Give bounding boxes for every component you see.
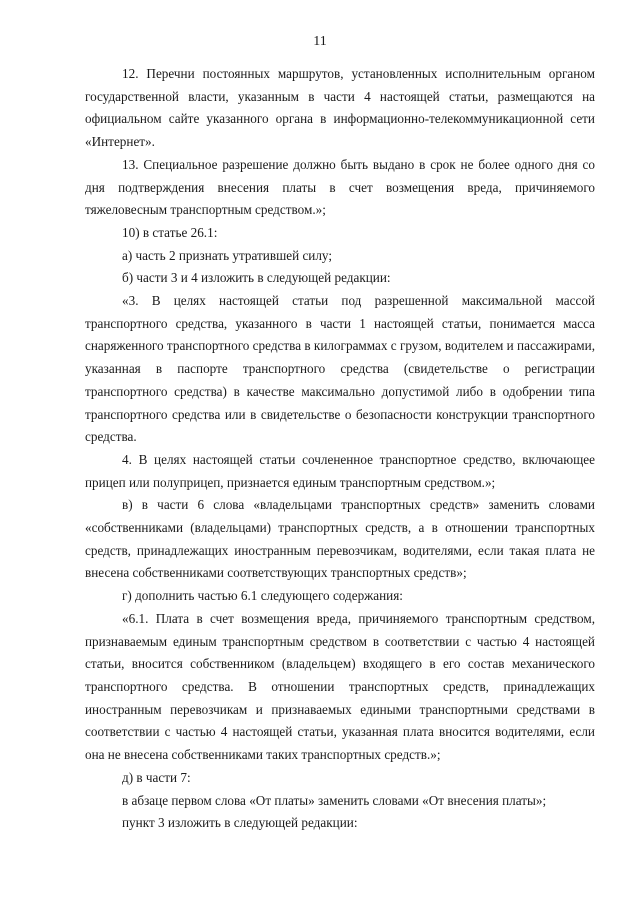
paragraph-first-abzac: в абзаце первом слова «От платы» заменить словами «От внесения платы»; xyxy=(122,792,547,808)
paragraph-item-10: 10) в статье 26.1: xyxy=(122,224,218,240)
paragraph-item-a: а) часть 2 признать утратившей силу; xyxy=(122,247,333,263)
paragraph-part-6-1: «6.1. Плата в счет возмещения вреда, причиняемого транспортным средством, признаваемым единым транспортным средством в соответствии с частью 4 настоящей статьи, вносится собственником (владельцем) входящего в его состав механического транспортного средства. В отношении транспортных средств, принадлежащих иностранным перевозчикам и признаваемых едиными транспортными средствами в соответствии с частью 4 настоящей статьи, указанная плата вносится водителями, если она не внесена собственниками таких транспортных средств.»; xyxy=(85,610,595,763)
paragraph-item-d: д) в части 7: xyxy=(122,769,191,785)
document-body xyxy=(85,63,595,835)
paragraph-part-4: 4. В целях настоящей статьи сочлененное транспортное средство, включающее прицеп или полуприцеп, признается единым транспортным средством.»; xyxy=(85,451,595,490)
paragraph-point-3: пункт 3 изложить в следующей редакции: xyxy=(122,815,358,831)
paragraph-item-v: в) в части 6 слова «владельцами транспортных средств» заменить словами «собственниками (владельцами) транспортных средств, а в отношении транспортных средств, принадлежащих иностранным перевозчикам, водителями, если такая плата не внесена собственниками соответствующих транспортных средств»; xyxy=(85,497,595,581)
paragraph-item-g: г) дополнить частью 6.1 следующего содержания: xyxy=(122,588,403,604)
paragraph-12-route-lists: 12. Перечни постоянных маршрутов, установленных исполнительным органом государственной власти, указанным в части 4 настоящей статьи, размещаются на официальном сайте указанного органа в информационно-телекоммуникационной сети «Интернет». xyxy=(85,66,595,150)
paragraph-part-3: «3. В целях настоящей статьи под разрешенной максимальной массой транспортного средства, указанного в части 1 настоящей статьи, понимается масса снаряженного транспортного средства в килограммах с грузом, водителем и пассажирами, указанная в паспорте транспортного средства (свидетельстве о регистрации транспортного средства) в качестве максимально допустимой либо в одобрении типа транспортного средства или в свидетельстве о безопасности конструкции транспортного средства. xyxy=(85,293,595,445)
paragraph-13-special-permit: 13. Специальное разрешение должно быть выдано в срок не более одного дня со дня подтверждения внесения платы в счет возмещения вреда, причиняемого тяжеловесным транспортным средством.»; xyxy=(85,156,595,218)
page-number: 11 xyxy=(313,34,327,49)
paragraph-item-b: б) части 3 и 4 изложить в следующей редакции: xyxy=(122,270,391,286)
